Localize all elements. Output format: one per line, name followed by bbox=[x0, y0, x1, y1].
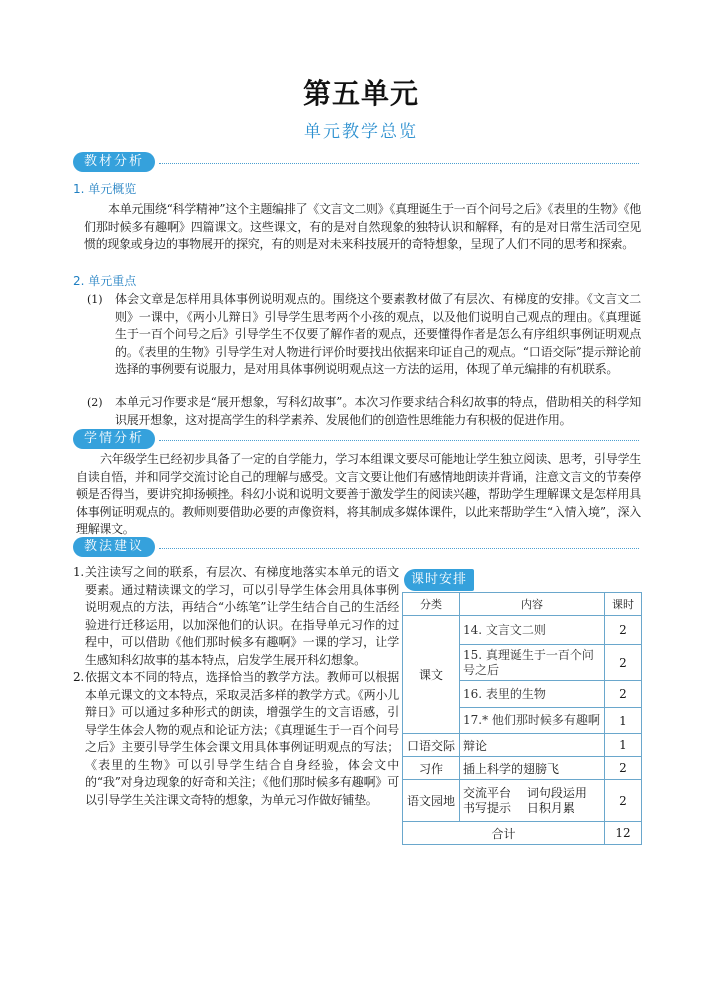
focus-heading: 2. 单元重点 bbox=[73, 274, 137, 288]
total-hours: 12 bbox=[605, 822, 642, 845]
hours-cell: 2 bbox=[605, 780, 642, 822]
content-line: 交流平台 词句段运用 bbox=[463, 785, 587, 800]
section-tag-jiaocai: 教材分析 bbox=[73, 152, 155, 172]
suggestion-text: 依据文本不同的特点，选择恰当的教学方法。教师可以根据本单元课文的文本特点，采取灵活多样的教学方式。《两小儿辩日》可以通过多种形式的朗读，增强学生的文言语感，引导学生体会人物的观点和论证方法；《真理诞生于一百个问号之后》主要引导学生体会课文用具体事例证明观点的写法；《表里的生物》可以引导学生结合自身经验，体会文中的“我”对身边现象的好奇和关注；《他们那时候多有趣啊》可以引导学生关注课文奇特的想象，为单元习作做好铺垫。 bbox=[85, 670, 399, 807]
category-cell: 课文 bbox=[403, 616, 460, 734]
section-header-jiaofa bbox=[73, 537, 639, 557]
section-tag-xueqing: 学情分析 bbox=[73, 429, 155, 449]
table-row bbox=[403, 757, 642, 780]
table-header-row bbox=[403, 593, 642, 616]
table-row bbox=[403, 734, 642, 757]
hours-cell: 2 bbox=[605, 645, 642, 681]
section-header-jiaocai bbox=[73, 152, 639, 172]
table-row bbox=[403, 780, 642, 822]
schedule-tag: 课时安排 bbox=[404, 569, 474, 591]
category-cell: 口语交际 bbox=[403, 734, 460, 757]
schedule-table bbox=[402, 592, 642, 845]
category-cell: 习作 bbox=[403, 757, 460, 780]
suggestion-item-2 bbox=[73, 669, 399, 809]
dotted-divider bbox=[159, 440, 639, 441]
focus-item-text: 本单元习作要求是“展开想象，写科幻故事”。本次习作要求结合科幻故事的特点，借助相关的科学知识展开想象，这对提高学生的科学素养、发展他们的创造性思维能力有积极的促进作用。 bbox=[115, 395, 641, 427]
table-total-row bbox=[403, 822, 642, 845]
dotted-divider bbox=[159, 163, 639, 164]
hours-cell: 2 bbox=[605, 616, 642, 645]
xueqing-paragraph: 六年级学生已经初步具备了一定的自学能力，学习本组课文要尽可能地让学生独立阅读、思考，引导学生自读自悟，并和同学交流讨论自己的理解与感受。文言文要让他们有感情地朗读并背诵，注意文言文的节奏停顿是否得当，要讲究抑扬顿挫。科幻小说和说明文要善于激发学生的阅读兴趣，帮助学生理解课文是怎样用具体事例证明观点的。教师则要借助必要的声像资料，将其制成多媒体课件，以此来帮助学生“入情入境”，深入理解课文。 bbox=[76, 452, 641, 536]
content-cell: 14. 文言文二则 bbox=[460, 616, 605, 645]
focus-item-number: (1) bbox=[87, 293, 103, 306]
focus-item-number: (2) bbox=[87, 396, 103, 409]
content-cell bbox=[460, 780, 605, 822]
overview-heading: 1. 单元概览 bbox=[73, 182, 137, 196]
hours-cell: 2 bbox=[605, 681, 642, 708]
content-line: 书写提示 日积月累 bbox=[463, 800, 575, 815]
suggestion-number: 1. bbox=[73, 565, 84, 579]
content-cell: 16. 表里的生物 bbox=[460, 681, 605, 708]
category-cell: 语文园地 bbox=[403, 780, 460, 822]
page-title: 第五单元 bbox=[302, 77, 419, 110]
page-subtitle: 单元教学总览 bbox=[304, 122, 418, 142]
content-cell: 插上科学的翅膀飞 bbox=[460, 757, 605, 780]
suggestion-text: 关注读写之间的联系，有层次、有梯度地落实本单元的语文要素。通过精读课文的学习，可以引导学生体会用具体事例说明观点的方法，再结合“小练笔”让学生结合自己的生活经验进行迁移运用，以加深他们的认识。在指导单元习作的过程中，可以借助《他们那时候多有趣啊》一课的学习，让学生感知科幻故事的基本特点，启发学生展开科幻想象。 bbox=[85, 565, 399, 667]
total-label: 合计 bbox=[403, 822, 605, 845]
suggestion-number: 2. bbox=[73, 670, 84, 684]
content-cell: 辩论 bbox=[460, 734, 605, 757]
header-category: 分类 bbox=[403, 593, 460, 616]
content-cell: 17.* 他们那时候多有趣啊 bbox=[460, 708, 605, 734]
hours-cell: 1 bbox=[605, 734, 642, 757]
section-header-xueqing bbox=[73, 429, 639, 449]
hours-cell: 1 bbox=[605, 708, 642, 734]
dotted-divider bbox=[159, 548, 639, 549]
header-hours: 课时 bbox=[605, 593, 642, 616]
teaching-suggestions bbox=[73, 564, 399, 809]
header-content: 内容 bbox=[460, 593, 605, 616]
hours-cell: 2 bbox=[605, 757, 642, 780]
overview-paragraph: 本单元围绕“科学精神”这个主题编排了《文言文二则》《真理诞生于一百个问号之后》《表里的生物》《他们那时候多有趣啊》四篇课文。这些课文，有的是对自然现象的独特认识和解释，有的是对日常生活司空见惯的现象或身边的事物展开的探究，有的则是对未来科技展开的奇特想象，呈现了人们不同的思考和探索。 bbox=[84, 202, 641, 251]
focus-item-text: 体会文章是怎样用具体事例说明观点的。围绕这个要素教材做了有层次、有梯度的安排。《文言文二则》一课中，《两小儿辩日》引导学生思考两个小孩的观点，以及他们说明自己观点的理由。《真理诞生于一百个问号之后》引导学生不仅要了解作者的观点，还要懂得作者是怎么有序组织事例证明观点的。《表里的生物》引导学生对人物进行评价时要找出依据来印证自己的观点。“口语交际”提示辩论前选择的事例要有说服力，是对用具体事例说明观点这一方法的运用，体现了单元编排的有机联系。 bbox=[115, 292, 641, 376]
section-tag-jiaofa: 教法建议 bbox=[73, 537, 155, 557]
suggestion-item-1 bbox=[73, 564, 399, 669]
content-cell: 15. 真理诞生于一百个问号之后 bbox=[460, 645, 605, 681]
table-row bbox=[403, 616, 642, 645]
